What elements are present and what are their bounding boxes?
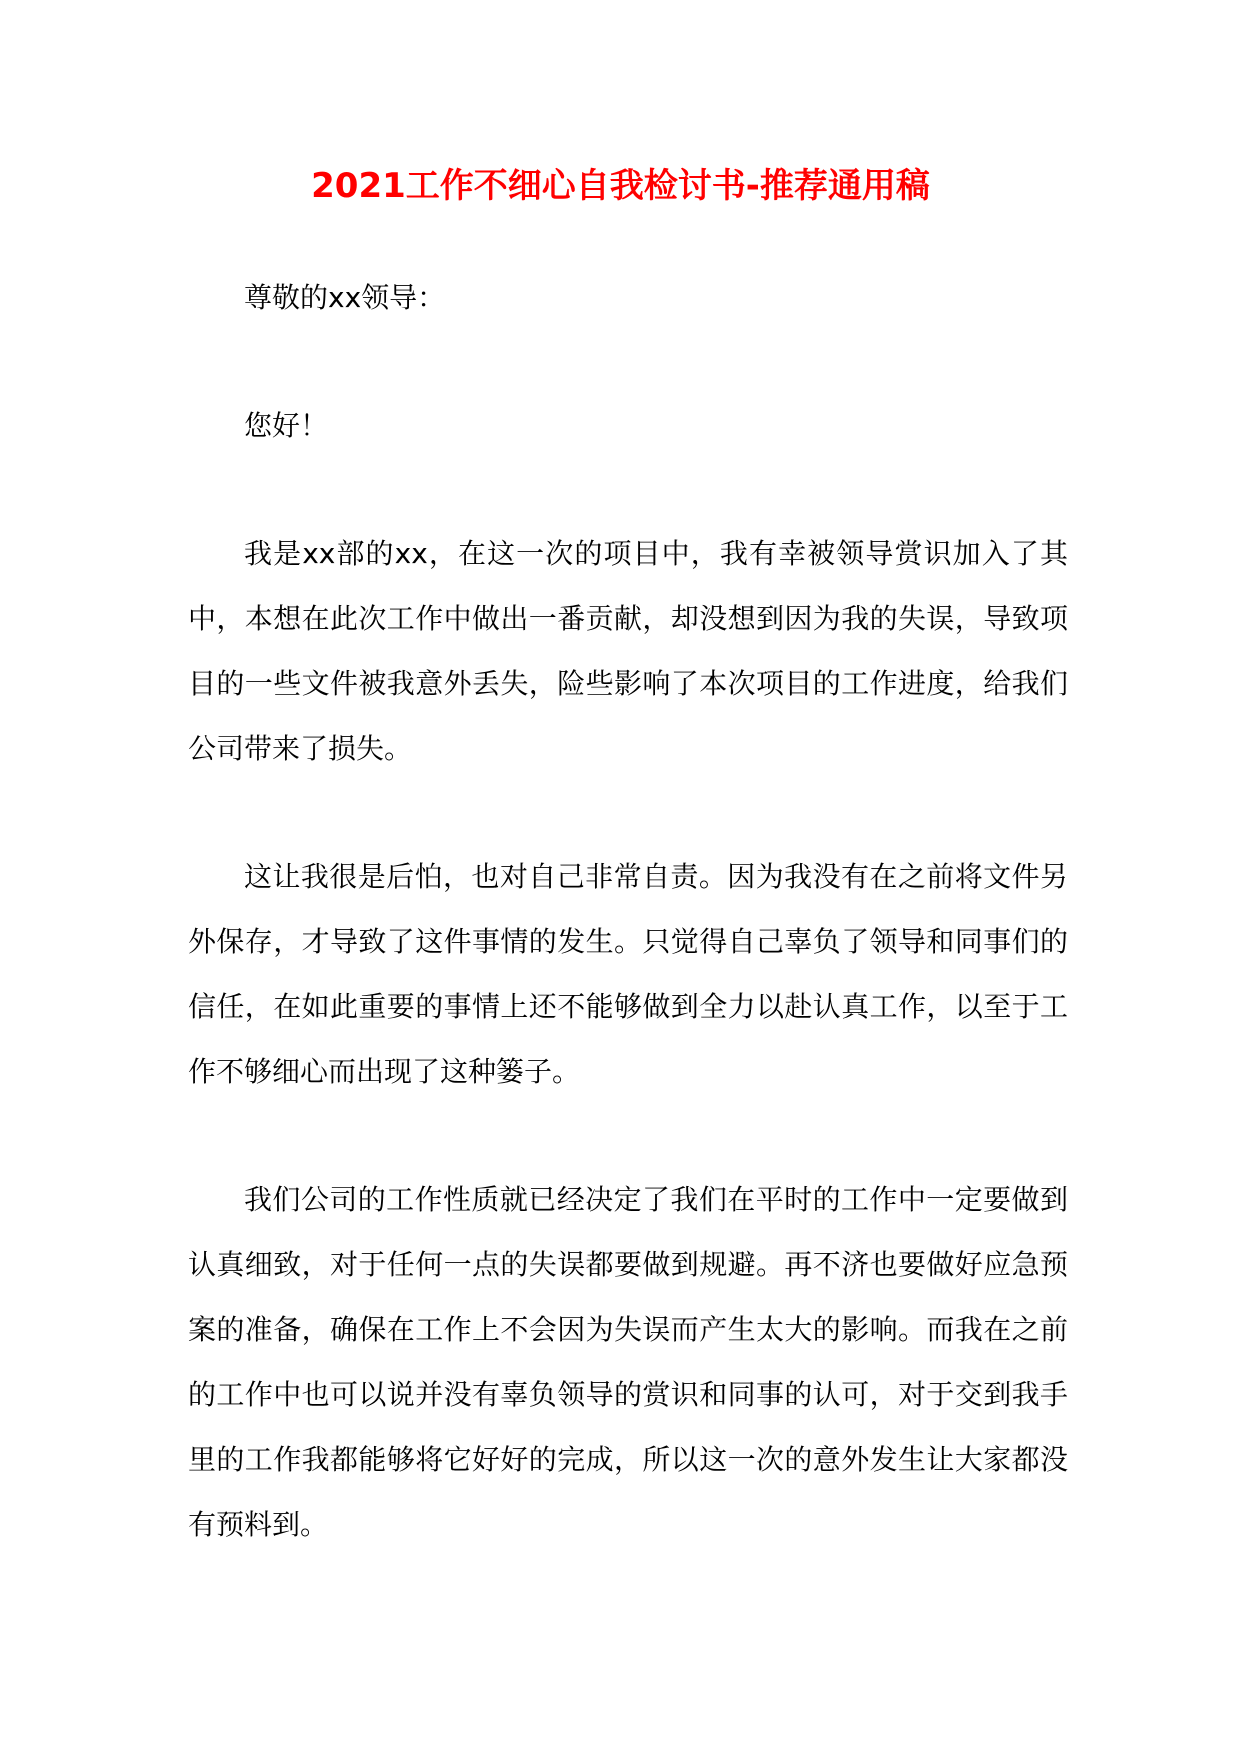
document-title: 2021工作不细心自我检讨书-推荐通用稿 (311, 166, 930, 206)
paragraph-3: 我们公司的工作性质就已经决定了我们在平时的工作中一定要做到认真细致，对于任何一点的失误都要做到规避。再不济也要做好应急预案的准备，确保在工作上不会因为失误而产生太大的影响。而我在之前的工作中也可以说并没有辜负领导的赏识和同事的认可，对于交到我手里的工作我都能够将它好好的完成，所以这一次的意外发生让大家都没有预料到。 (188, 1183, 1068, 1541)
document-body (188, 265, 1068, 1620)
greeting: 您好！ (244, 409, 329, 442)
paragraph-1: 我是xx部的xx，在这一次的项目中，我有幸被领导赏识加入了其中，本想在此次工作中做出一番贡献，却没想到因为我的失误，导致项目的一些文件被我意外丢失，险些影响了本次项目的工作进度，给我们公司带来了损失。 (188, 537, 1068, 765)
paragraph-2: 这让我很是后怕，也对自己非常自责。因为我没有在之前将文件另外保存，才导致了这件事情的发生。只觉得自己辜负了领导和同事们的信任，在如此重要的事情上还不能够做到全力以赴认真工作，以至于工作不够细心而出现了这种篓子。 (188, 860, 1068, 1088)
salutation: 尊敬的xx领导： (244, 281, 446, 314)
